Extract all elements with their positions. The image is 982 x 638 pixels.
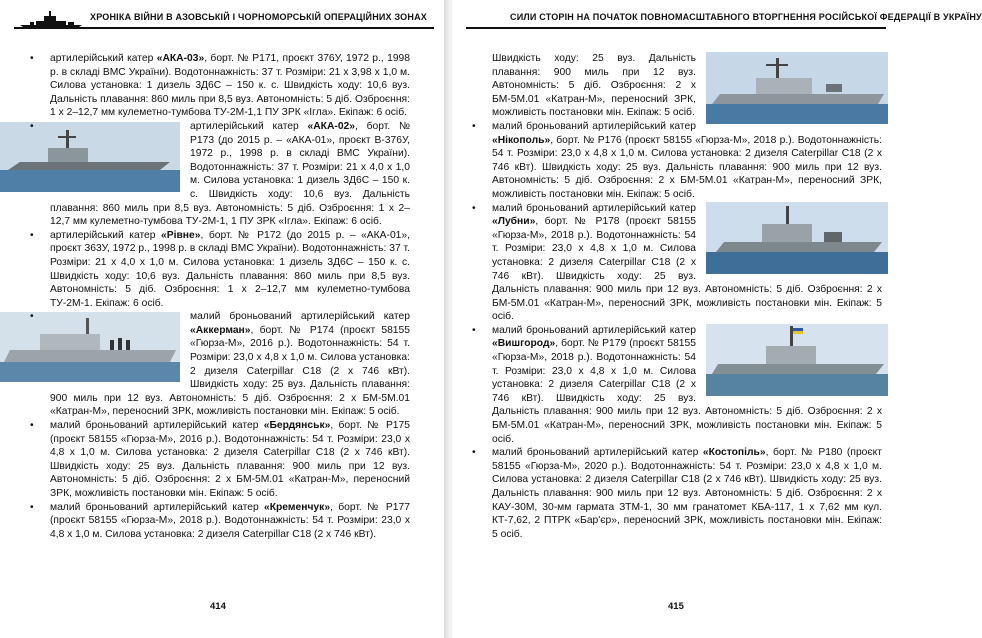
- list-item: • артилерійський катер «Рівне», борт. № P172 (до 2015 р. – «АКА-01», проєкт 363У, 1972 р., 1998 р. в складі ВМС України). Водотоннажність: 37 т. Розміри: 21 х 4,0 х 1,0 м. Силова установка: 1 дизель 3Д6С – 150 к. с. Швидкість ходу: 10,6 вуз. Дальність плавання: 860 миль при 8,5 вуз. Автономність: 5 діб. Озброєння: 1 х 2–12,7 мм кулеметно-тумбова ТУ-2М-1. Екіпаж: 6 осіб.: [30, 229, 410, 309]
- list-item: • артилерійський катер «АКА-02», борт. № P173 (до 2015 р. – «АКА-01», проєкт В-376У, 1972 р., 1998 р. в складі ВМС України). Водотоннажність: 37 т. Розміри: 21 х 4,0 х 1,0 м. Силова установка: 1 дизель 3Д6С – 150 к. с. Швидкість ходу: 10,6 вуз. Дальність плавання: 860 миль при 8,5 вуз. Автономність: 5 діб. Озброєння: 1 х 2–12,7 мм кулеметно-тумбова ТУ-2М-1, 1 ПУ ЗРК «Ігла». Екіпаж: 6 осіб.: [30, 120, 410, 229]
- list-item: • малий броньований артилерійський катер «Кременчук», борт. № P177 (проєкт 58155 «Гюрза-М», 2018 р.). Водотоннажність: 54 т. Розміри: 23,0 х 4,8 х 1,0 м. Силова установка: 2 дизеля Caterpillar C18 (2 х 746 кВт).: [30, 501, 410, 540]
- vessel-name: «АКА-02»: [307, 120, 356, 132]
- page-number: 415: [668, 601, 684, 612]
- photo-gyurza-1: [706, 52, 888, 124]
- continued-text: Швидкість ходу: 25 вуз. Дальність плавання: 900 миль при 12 вуз. Автономність: 5 діб. Озброєння: 2 х БМ-5М.01 «Катран-М», переносний ЗРК, можливість постановки мін. Екіпаж: 5 осіб.: [492, 53, 696, 119]
- running-header: ХРОНІКА ВІЙНИ В АЗОВСЬКІЙ І ЧОРНОМОРСЬКІЙ ОПЕРАЦІЙНИХ ЗОНАХ: [90, 12, 427, 22]
- list-item: • малий броньований артилерійський катер «Аккерман», борт. № P174 (проєкт 58155 «Гюрза-М», 2016 р.). Водотоннажність: 54 т. Розміри: 23,0 х 4,8 х 1,0 м. Силова установка: 2 дизеля Caterpillar C18 (2 х 746 кВт). Швидкість ходу: 25 вуз. Дальність плавання: 900 миль при 12 вуз. Автономність: 5 діб. Озброєння: 2 х БМ-5М.01 «Катран-М», переносний ЗРК, можливість постановки мін. Екіпаж: 5 осіб.: [30, 310, 410, 419]
- list-item: • малий броньований артилерійський катер «Лубни», борт. № P178 (проєкт 58155 «Гюрза-М», 2018 р.). Водотоннажність: 54 т. Розміри: 23,0 х 4,8 х 1,0 м. Силова установка: 2 дизеля Caterpillar C18 (2 х 746 кВт). Швидкість ходу: 25 вуз. Дальність плавання: 900 миль при 12 вуз. Автономність: 5 діб. Озброєння: 2 х БМ-5М.01 «Катран-М», переносний ЗРК, можливість постановки мін. Екіпаж: 5 осіб.: [472, 202, 882, 324]
- list-item: • малий броньований артилерійський катер «Бердянськ», борт. № P175 (проєкт 58155 «Гюрза-М», 2016 р.). Водотоннажність: 54 т. Розміри: 23,0 х 4,8 х 1,0 м. Силова установка: 2 дизеля Caterpillar C18 (2 х 746 кВт). Швидкість ходу: 25 вуз. Дальність плавання: 900 миль при 12 вуз. Автономність: 5 діб. Озброєння: 2 х БМ-5М.01 «Катран-М», переносний ЗРК, можливість постановки мін. Екіпаж: 5 осіб.: [30, 420, 410, 499]
- vessel-name: «Вишгород»: [492, 338, 556, 350]
- photo-akkerman: [0, 312, 180, 382]
- vessel-name: «Рівне»: [161, 229, 201, 241]
- vessel-name: «Кременчук»: [264, 501, 331, 513]
- list-item: • малий броньований артилерійський катер «Нікополь», борт. № P176 (проєкт 58155 «Гюрза-М», 2018 р.). Водотоннажність: 54 т. Розміри: 23,0 х 4,8 х 1,0 м. Силова установка: 2 дизеля Caterpillar C18 (2 х 746 кВт). Швидкість ходу: 25 вуз. Дальність плавання: 900 миль при 12 вуз. Автономність: 5 діб. Озброєння: 2 х БМ-5М.01 «Катран-М», переносний ЗРК, можливість постановки мін. Екіпаж: 5 осіб.: [472, 120, 882, 200]
- vessel-name: «Нікополь»: [492, 134, 551, 146]
- list-item: • малий броньований артилерійський катер «Вишгород», борт. № P179 (проєкт 58155 «Гюрза-М», 2018 р.). Водотоннажність: 54 т. Розміри: 23,0 х 4,8 х 1,0 м. Силова установка: 2 дизеля Caterpillar C18 (2 х 746 кВт). Швидкість ходу: 25 вуз. Дальність плавання: 900 миль при 12 вуз. Автономність: 5 діб. Озброєння: 2 х БМ-5М.01 «Катран-М», переносний ЗРК, можливість постановки мін. Екіпаж: 5 осіб.: [472, 324, 882, 446]
- photo-vyshhorod: [706, 324, 888, 396]
- vessel-name: «Аккерман»: [190, 324, 251, 336]
- left-body-text: [30, 52, 410, 541]
- list-item: • артилерійський катер «АКА-03», борт. № P171, проєкт 376У, 1972 р., 1998 р. в складі ВМС України). Водотоннажність: 37 т. Розміри: 21 х 3,98 х 1,0 м. Силова установка: 1 дизель 3Д6С – 150 к. с. Швидкість ходу: 10,6 вуз. Дальність плавання: 860 миль при 8,5 вуз. Автономність: 5 діб. Озброєння: 1 х 2–12,7 мм кулеметно-тумбова ТУ-2М-1,1 ПУ ЗРК «Ігла». Екіпаж: 6 осіб.: [30, 53, 410, 119]
- photo-lubny: [706, 202, 888, 274]
- header-rule: [14, 27, 434, 29]
- vessel-name: «Бердянськ»: [263, 420, 331, 432]
- running-header: СИЛИ СТОРІН НА ПОЧАТОК ПОВНОМАСШТАБНОГО ВТОРГНЕННЯ РОСІЙСЬКОЇ ФЕДЕРАЦІЇ В УКРАЇНУ: [510, 12, 982, 22]
- photo-aka02: [0, 122, 180, 192]
- list-item: • малий броньований артилерійський катер «Костопіль», борт. № P180 (проєкт 58155 «Гюрза-М», 2020 р.). Водотоннажність: 54 т. Розміри: 23,0 х 4,8 х 1,0 м. Силова установка: 2 дизеля Caterpillar C18 (2 х 746 кВт). Швидкість ходу: 25 вуз. Дальність плавання: 900 миль при 12 вуз. Автономність: 5 діб. Озброєння: 2 х КАУ-30М, 30-мм гармата ЗТМ-1, 30 мм гранатомет КБА-117, 1 х 7,62 мм кул. КТ-7,62, 2 ПТРК «Бар'єр», переносний ЗРК, можливість постановки мін. Екіпаж: 5 осіб.: [472, 447, 882, 540]
- vessel-name: «Лубни»: [492, 216, 536, 228]
- right-body-text: [472, 52, 882, 541]
- page-number: 414: [210, 601, 226, 612]
- header-rule: [466, 27, 886, 29]
- right-page: [452, 0, 982, 638]
- vessel-name: «АКА-03»: [156, 53, 205, 64]
- vessel-name: «Костопіль»: [702, 447, 766, 459]
- left-page: [0, 0, 448, 638]
